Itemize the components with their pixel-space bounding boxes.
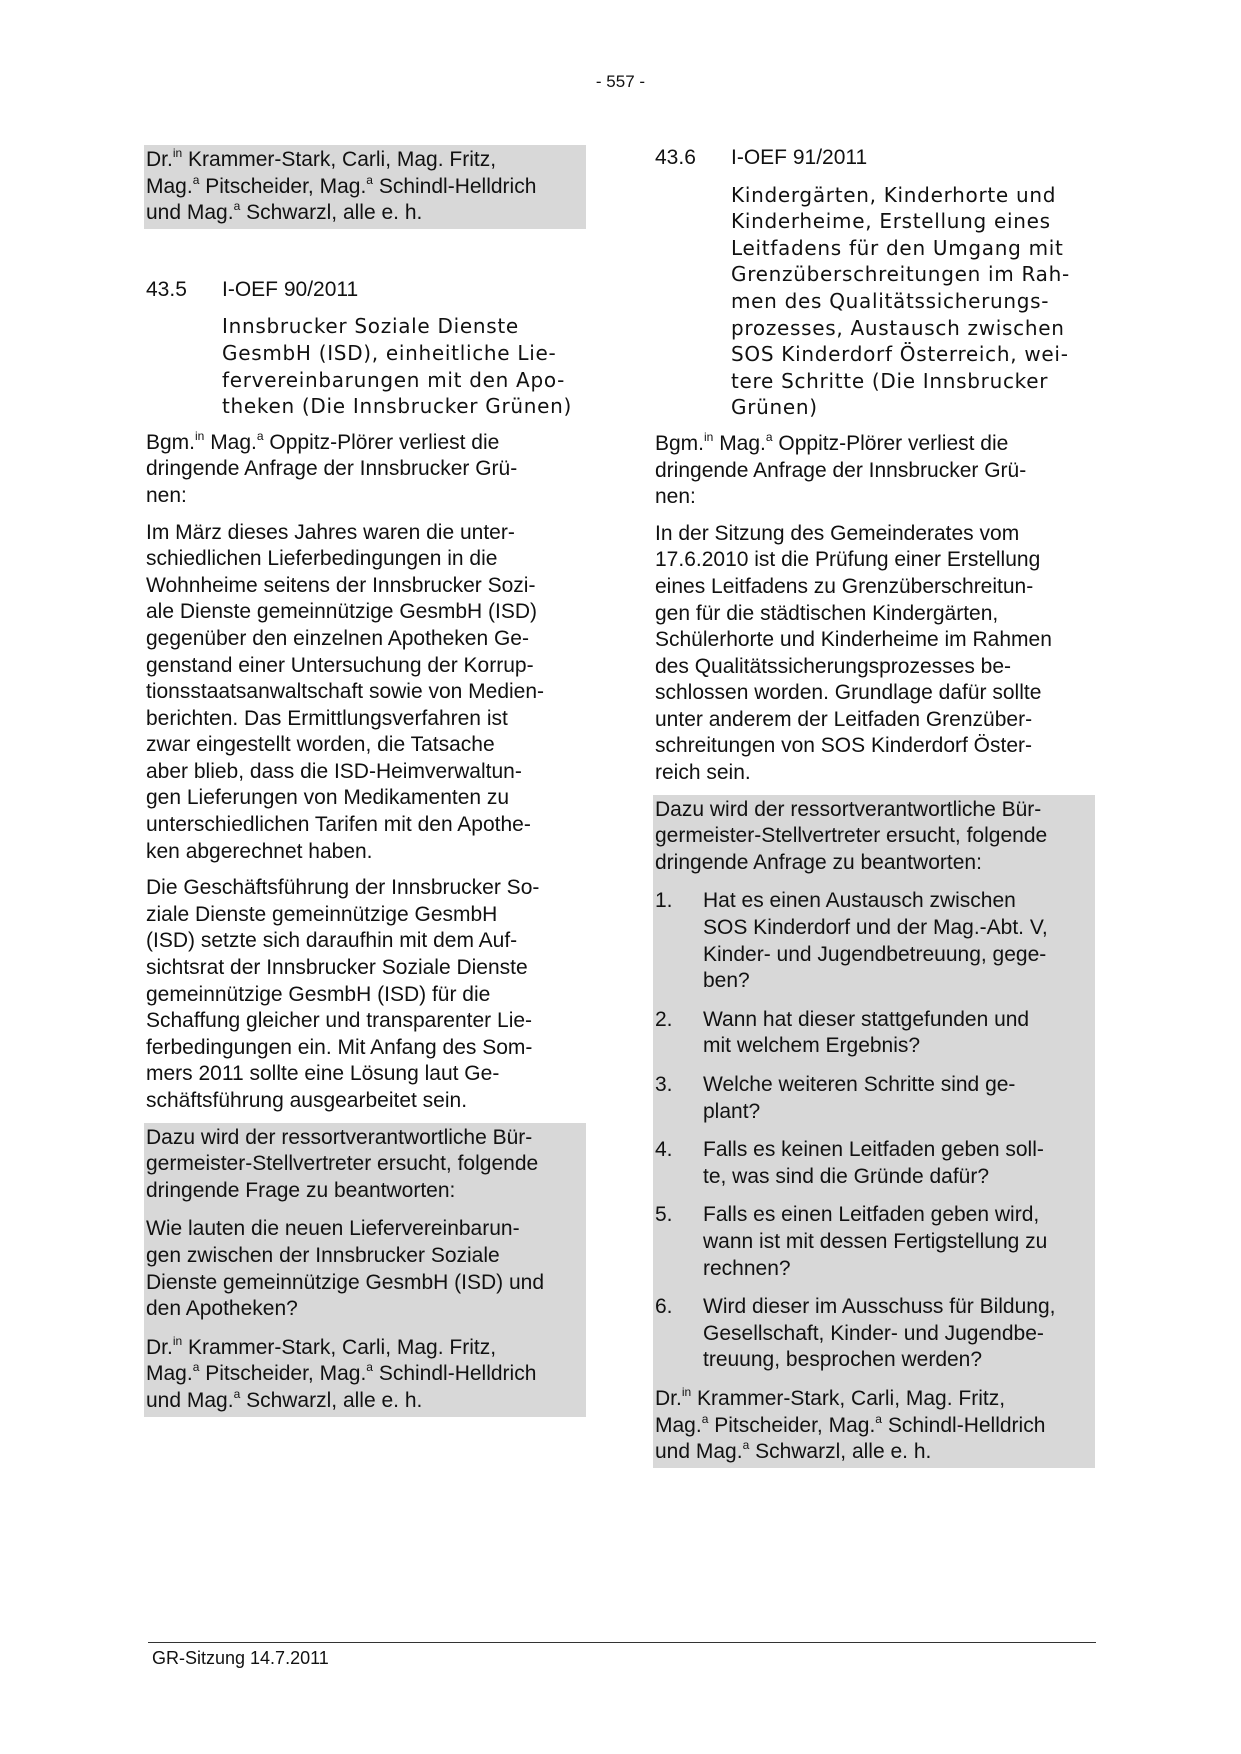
footer-text: GR-Sitzung 14.7.2011 [152, 1648, 329, 1668]
section-heading-43-6: 43.6 I-OEF 91/2011 [655, 146, 868, 169]
request-block: Dazu wird der ressortverantwortliche Bür- germeister-Stellvertreter ersucht, folgende dringende Frage zu beantworten: Wie lauten die neuen Liefervereinbarun- gen zwischen der Innsbrucker Soziale Dienste gemeinnützige GesmbH (ISD) und den Apotheken? Dr.$^{in}$ Krammer-Stark, Carli, Mag. Fritz, Mag.$^a$ Pitscheider, Mag.$^a$ Schindl-Helldrich und Mag.$^a$ Schwarzl, alle e. h. [144, 1123, 586, 1417]
question-item: 1. Hat es einen Austausch zwischen SOS Kinderdorf und der Mag.-Abt. V, Kinder- und Jugendbetreuung, gege- ben? [655, 889, 1048, 993]
question-item: 3. Welche weiteren Schritte sind ge- plant? [655, 1073, 1016, 1123]
footer-divider [148, 1642, 1096, 1643]
section-heading-43-5: 43.5 I-OEF 90/2011 [146, 277, 359, 301]
left-column [146, 145, 586, 1417]
right-column [655, 145, 1095, 1468]
question-item: 5. Falls es einen Leitfaden geben wird, wann ist mit dessen Fertigstellung zu rechnen? [655, 1203, 1048, 1280]
body-paragraph: Die Geschäftsführung der Innsbrucker So- ziale Dienste gemeinnützige GesmbH (ISD) setzte sich daraufhin mit dem Auf- sichtsrat der Innsbrucker Soziale Dienste gemeinnützige GesmbH (ISD) für die Schaffung gleicher und transparenter Lie- ferbedingungen ein. Mit Anfang des Som- mers 2011 sollte eine Lösung laut Ge- schäftsführung ausgearbeitet sein. [146, 876, 540, 1112]
body-paragraph: In der Sitzung des Gemeinderates vom 17.6.2010 ist die Prüfung einer Erstellung eines Leitfadens zu Grenzüberschreitun- gen für die städtischen Kindergärten, Schülerhorte und Kinderheime im Rahmen des Qualitätssicherungsprozesses be- schlossen worden. Grundlage dafür sollte unter anderem der Leitfaden Grenzüber- schreitungen von SOS Kinderdorf Öster- reich sein. [655, 521, 1052, 785]
question-item: 6. Wird dieser im Ausschuss für Bildung, Gesellschaft, Kinder- und Jugendbe- treuung, besprochen werden? [655, 1295, 1056, 1372]
question-item: 4. Falls es keinen Leitfaden geben soll- te, was sind die Gründe dafür? [655, 1138, 1044, 1188]
question-item: 2. Wann hat dieser stattgefunden und mit welchem Ergebnis? [655, 1007, 1030, 1058]
signature-block-top: Dr.$^{in}$ Krammer-Stark, Carli, Mag. Fritz, Mag.$^a$ Pitscheider, Mag.$^a$ Schindl-Helldrich und Mag.$^a$ Schwarzl, alle e. h. [144, 145, 586, 229]
request-block: Dazu wird der ressortverantwortliche Bür- germeister-Stellvertreter ersucht, folgende dringende Anfrage zu beantworten: 1. Hat es einen Austausch zwischen SOS Kinderdorf und der Mag.-Abt. V, Kinder- und Jugendbetreuung, gege- ben? 2. Wann hat dieser stattgefunden und mit welchem Ergebnis? 3. Welche weiteren Schritte sind ge- plant? 4. Falls es keinen Leitfaden geben soll- te, was sind die Gründe dafür? 5. Falls es einen Leitfaden geben wird, wann ist mit dessen Fertigstellung zu rechnen? 6. Wird dieser im Ausschuss für Bildung, Gesellschaft, Kinder- und Jugendbe- treuung, besprochen werden? Dr.$^{in}$ Krammer-Stark, Carli, Mag. Fritz, Mag.$^a$ Pitscheider, Mag.$^a$ Schindl-Helldrich und Mag.$^a$ Schwarzl, alle e. h. [653, 795, 1095, 1468]
section-subtitle: Kindergärten, Kinderhorte und Kinderheime, Erstellung eines Leitfadens für den Umgang mit Grenzüberschreitungen im Rah- men des Qualitätssicherungs- prozesses, Austausch zwischen SOS Kinderdorf Österreich, wei- tere Schritte (Die Innsbrucker Grünen) [731, 182, 1070, 420]
body-paragraph: Im März dieses Jahres waren die unter- schiedlichen Lieferbedingungen in die Wohnheime seitens der Innsbrucker Sozi- ale Dienste gemeinnützige GesmbH (ISD) gegenüber den einzelnen Apotheken Ge- genstand einer Untersuchung der Korrup- tionsstaatsanwaltschaft sowie von Medien- berichten. Das Ermittlungsverfahren ist zwar eingestellt worden, die Tatsache aber blieb, dass die ISD-Heimverwaltun- gen Lieferungen von Medikamenten zu unterschiedlichen Tarifen mit den Apothe- ken abgerechnet haben. [146, 520, 545, 863]
page-number: - 557 - [595, 72, 646, 91]
intro-paragraph: Bgm.$^{in}$ Mag.$^a$ Oppitz-Plörer verliest die dringende Anfrage der Innsbrucker Grü- nen: [655, 429, 1027, 509]
section-subtitle: Innsbrucker Soziale Dienste GesmbH (ISD), einheitliche Lie- fervereinbarungen mit den Apo- theken (Die Innsbrucker Grünen) [222, 314, 573, 419]
intro-paragraph: Bgm.$^{in}$ Mag.$^a$ Oppitz-Plörer verliest die dringende Anfrage der Innsbrucker Grü- nen: [146, 428, 518, 507]
